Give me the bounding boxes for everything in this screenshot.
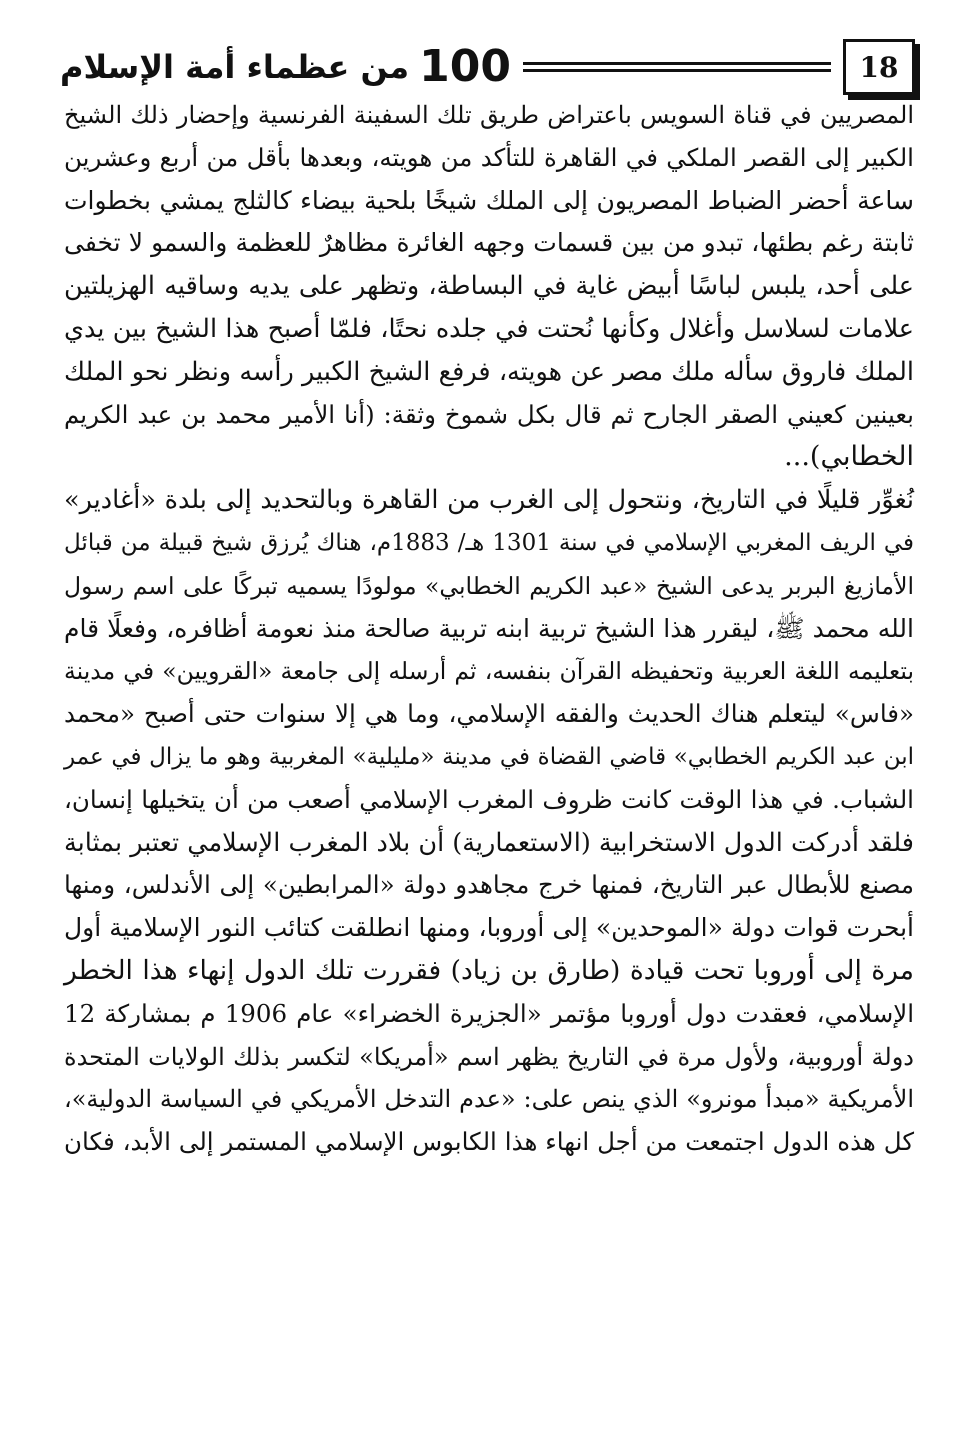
header-rule (523, 60, 831, 74)
text-line: فلقد أدركت الدول الاستخرابية (الاستعمارية) أن بلاد المغرب الإسلامي تعتبر بمثابة (64, 827, 914, 858)
text-line: الشباب. في هذا الوقت كانت ظروف المغرب الإسلامي أصعب من أن يتخيلها إنسان، (64, 784, 914, 814)
page-number-box (843, 39, 915, 95)
page-number: 18 (859, 50, 899, 84)
body-text (64, 94, 914, 1164)
running-header (60, 36, 920, 98)
text-line: على أحد، يلبس لباسًا أبيض غاية في البساطة، وتظهر على يديه وساقيه الهزيلتين (64, 271, 914, 302)
book-title-block (60, 41, 511, 92)
text-line: أبحرت قوات دولة «الموحدين» إلى أوروبا، ومنها انطلقت كتائب النور الإسلامية أول (64, 913, 914, 943)
text-line: الكبير إلى القصر الملكي في القاهرة للتأكد من هويته، وبعدها بأقل من أربع وعشرين (64, 142, 914, 172)
text-line: الأمريكية «مبدأ مونرو» الذي ينص على: «عدم التدخل الأمريكي في السياسة الدولية»، (64, 1085, 914, 1114)
text-line: دولة أوروبية، ولأول مرة في التاريخ يظهر اسم «أمريكا» لتكسر بذلك الولايات المتحدة (64, 1042, 914, 1071)
text-line: مصنع للأبطال عبر التاريخ، فمنها خرج مجاهدو دولة «المرابطين» إلى الأندلس، ومنها (64, 870, 914, 900)
book-title: من عظماء أمة الإسلام (60, 48, 410, 86)
text-line: بعينين كعيني الصقر الجارح ثم قال بكل شموخ وثقة: (أنا الأمير محمد بن عبد الكريم (64, 399, 914, 429)
text-line: نُغوِّر قليلًا في التاريخ، ونتحول إلى الغرب من القاهرة وبالتحديد إلى بلدة «أغادير» (64, 485, 914, 516)
text-line: الملك فاروق سأله ملك مصر عن هويته، فرفع الشيخ الكبير رأسه ونظر نحو الملك (64, 356, 914, 387)
text-line: الأمازيغ البربر يدعى الشيخ «عبد الكريم الخطابي» مولودًا يسميه تبركًا على اسم رسول (64, 571, 914, 600)
text-line: ساعة أحضر الضباط المصريون إلى الملك شيخًا بلحية بيضاء كالثلج يمشي بخطوات (64, 185, 914, 215)
book-number: 100 (419, 41, 511, 92)
text-line: المصريين في قناة السويس باعتراض طريق تلك السفينة الفرنسية وإحضار ذلك الشيخ (64, 101, 914, 129)
text-line: «فاس» ليتعلم هناك الحديث والفقه الإسلامي، وما هي إلا سنوات حتى أصبح «محمد (64, 699, 914, 729)
text-line: علامات لسلاسل وأغلال وكأنها نُحتت في جلده نحتًا، فلمّا أصبح هذا الشيخ بين يدي (64, 313, 914, 344)
text-line: مرة إلى أوروبا تحت قيادة (طارق بن زياد) فقررت تلك الدول إنهاء هذا الخطر (64, 954, 914, 986)
text-line: في الريف المغربي الإسلامي في سنة 1301 هـ/ 1883م، هناك يُرزق شيخ قبيلة من قبائل (64, 529, 914, 556)
text-line: الخطابي)... (784, 441, 914, 473)
text-line: كل هذه الدول اجتمعت من أجل انهاء هذا الكابوس الإسلامي المستمر إلى الأبد، فكان (64, 1127, 914, 1157)
text-line: بتعليمه اللغة العربية وتحفيظه القرآن بنفسه، ثم أرسله إلى جامعة «القرويين» في مدينة (64, 657, 914, 686)
text-line: ابن عبد الكريم الخطابي» قاضي القضاة في مدينة «مليلية» المغربية وهو ما يزال في عمر (64, 743, 914, 770)
text-line: ثابتة رغم بطئها، تبدو من بين قسمات وجهه الغائرة مظاهرٌ للعظمة والسمو لا تخفى (64, 228, 914, 258)
text-line: الله محمد ﷺ، ليقرر هذا الشيخ تربية ابنه تربية صالحة منذ نعومة أظافره، وفعلًا قام (64, 613, 914, 643)
text-line: الإسلامي، فعقدت دول أوروبا مؤتمر «الجزيرة الخضراء» عام 1906 م بمشاركة 12 (64, 998, 915, 1028)
